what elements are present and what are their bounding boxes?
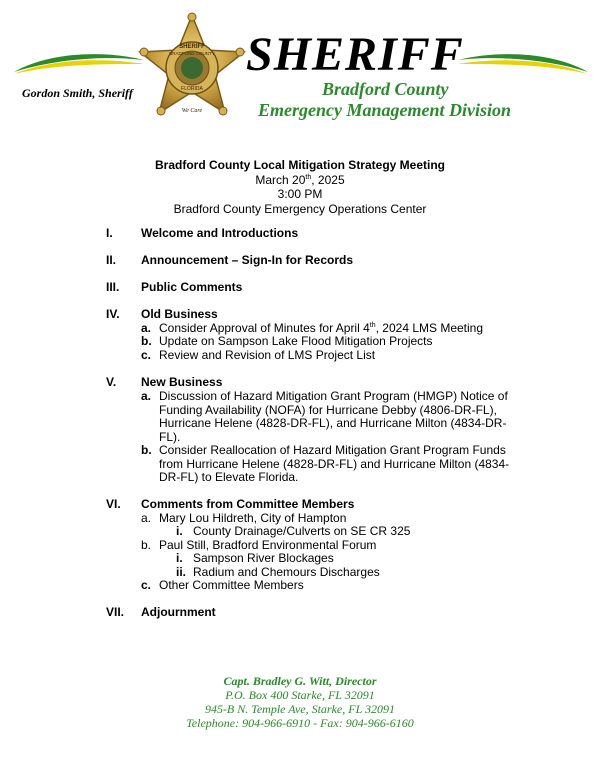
county-name: Bradford County [322, 79, 449, 99]
section-numeral: I. [106, 226, 113, 240]
section-numeral: V. [106, 375, 117, 389]
agenda-subitem: i. Sampson River Blockages [176, 551, 334, 565]
agenda-item: a. Mary Lou Hildreth, City of Hampton [141, 511, 347, 525]
section-title: Adjournment [141, 605, 216, 619]
meeting-title: Bradford County Local Mitigation Strategy Meeting [154, 158, 445, 172]
division-name: Emergency Management Division [258, 100, 511, 120]
agenda-item: c. Review and Revision of LMS Project List [141, 348, 376, 362]
section-title: New Business [141, 375, 223, 389]
agenda-item: b. Consider Reallocation of Hazard Mitigation Grant Program Funds from Hurricane Helene (4828-DR-FL) and Hurricane Milton (4834-DR-FL) to Elevate Florida. [141, 443, 510, 484]
agenda-item: a. Consider Approval of Minutes for April 4th, 2024 LMS Meeting [141, 321, 484, 335]
left-swoosh-decoration [14, 50, 144, 76]
footer-director: Capt. Bradley G. Witt, Director [223, 674, 377, 688]
meeting-header [0, 158, 600, 216]
section-title: Old Business [141, 307, 218, 321]
footer-address: 945-B N. Temple Ave, Starke, FL 32091 [204, 702, 396, 716]
section-numeral: VI. [106, 497, 121, 511]
section-numeral: IV. [106, 307, 120, 321]
right-swoosh-decoration [458, 50, 588, 76]
sheriff-title: SHERIFF [246, 28, 464, 81]
footer-contact [0, 674, 600, 730]
footer-po-box: P.O. Box 400 Starke, FL 32091 [225, 688, 375, 702]
footer-phone: Telephone: 904-966-6910 - Fax: 904-966-6160 [186, 716, 414, 730]
badge-text-county: BRADFORD COUNTY [169, 51, 215, 56]
badge-text-sheriff: SHERIFF [179, 44, 205, 50]
badge-text-state: FLORIDA [181, 86, 203, 92]
agenda-item: a. Discussion of Hazard Mitigation Grant Program (HMGP) Notice of Funding Availability (NOFA) for Hurricane Debby (4806-DR-FL), Hurricane Helene (4828-DR-FL), and Hurricane Milton (4834-DR-FL). [141, 389, 508, 444]
section-numeral: III. [106, 280, 120, 294]
sheriff-star-badge-icon [136, 12, 248, 124]
badge-text-motto: We Care [181, 108, 203, 114]
section-title: Comments from Committee Members [141, 497, 355, 511]
meeting-location: Bradford County Emergency Operations Center [173, 201, 427, 216]
agenda-item: b. Update on Sampson Lake Flood Mitigation Projects [141, 334, 433, 348]
agenda-subitem: i. County Drainage/Culverts on SE CR 325 [176, 524, 411, 538]
meeting-date: March 20th, 2025 [255, 172, 345, 187]
meeting-time: 3:00 PM [277, 187, 323, 201]
section-numeral: VII. [106, 605, 125, 619]
section-title: Welcome and Introductions [141, 226, 299, 240]
agenda-item: b. Paul Still, Bradford Environmental Forum [141, 538, 377, 552]
sheriff-name: Gordon Smith, Sheriff [22, 86, 133, 100]
section-title: Announcement – Sign-In for Records [141, 253, 354, 267]
agenda-item: c. Other Committee Members [141, 578, 304, 592]
section-title: Public Comments [141, 280, 243, 294]
agenda-subitem: ii. Radium and Chemours Discharges [176, 565, 380, 579]
section-numeral: II. [106, 253, 117, 267]
